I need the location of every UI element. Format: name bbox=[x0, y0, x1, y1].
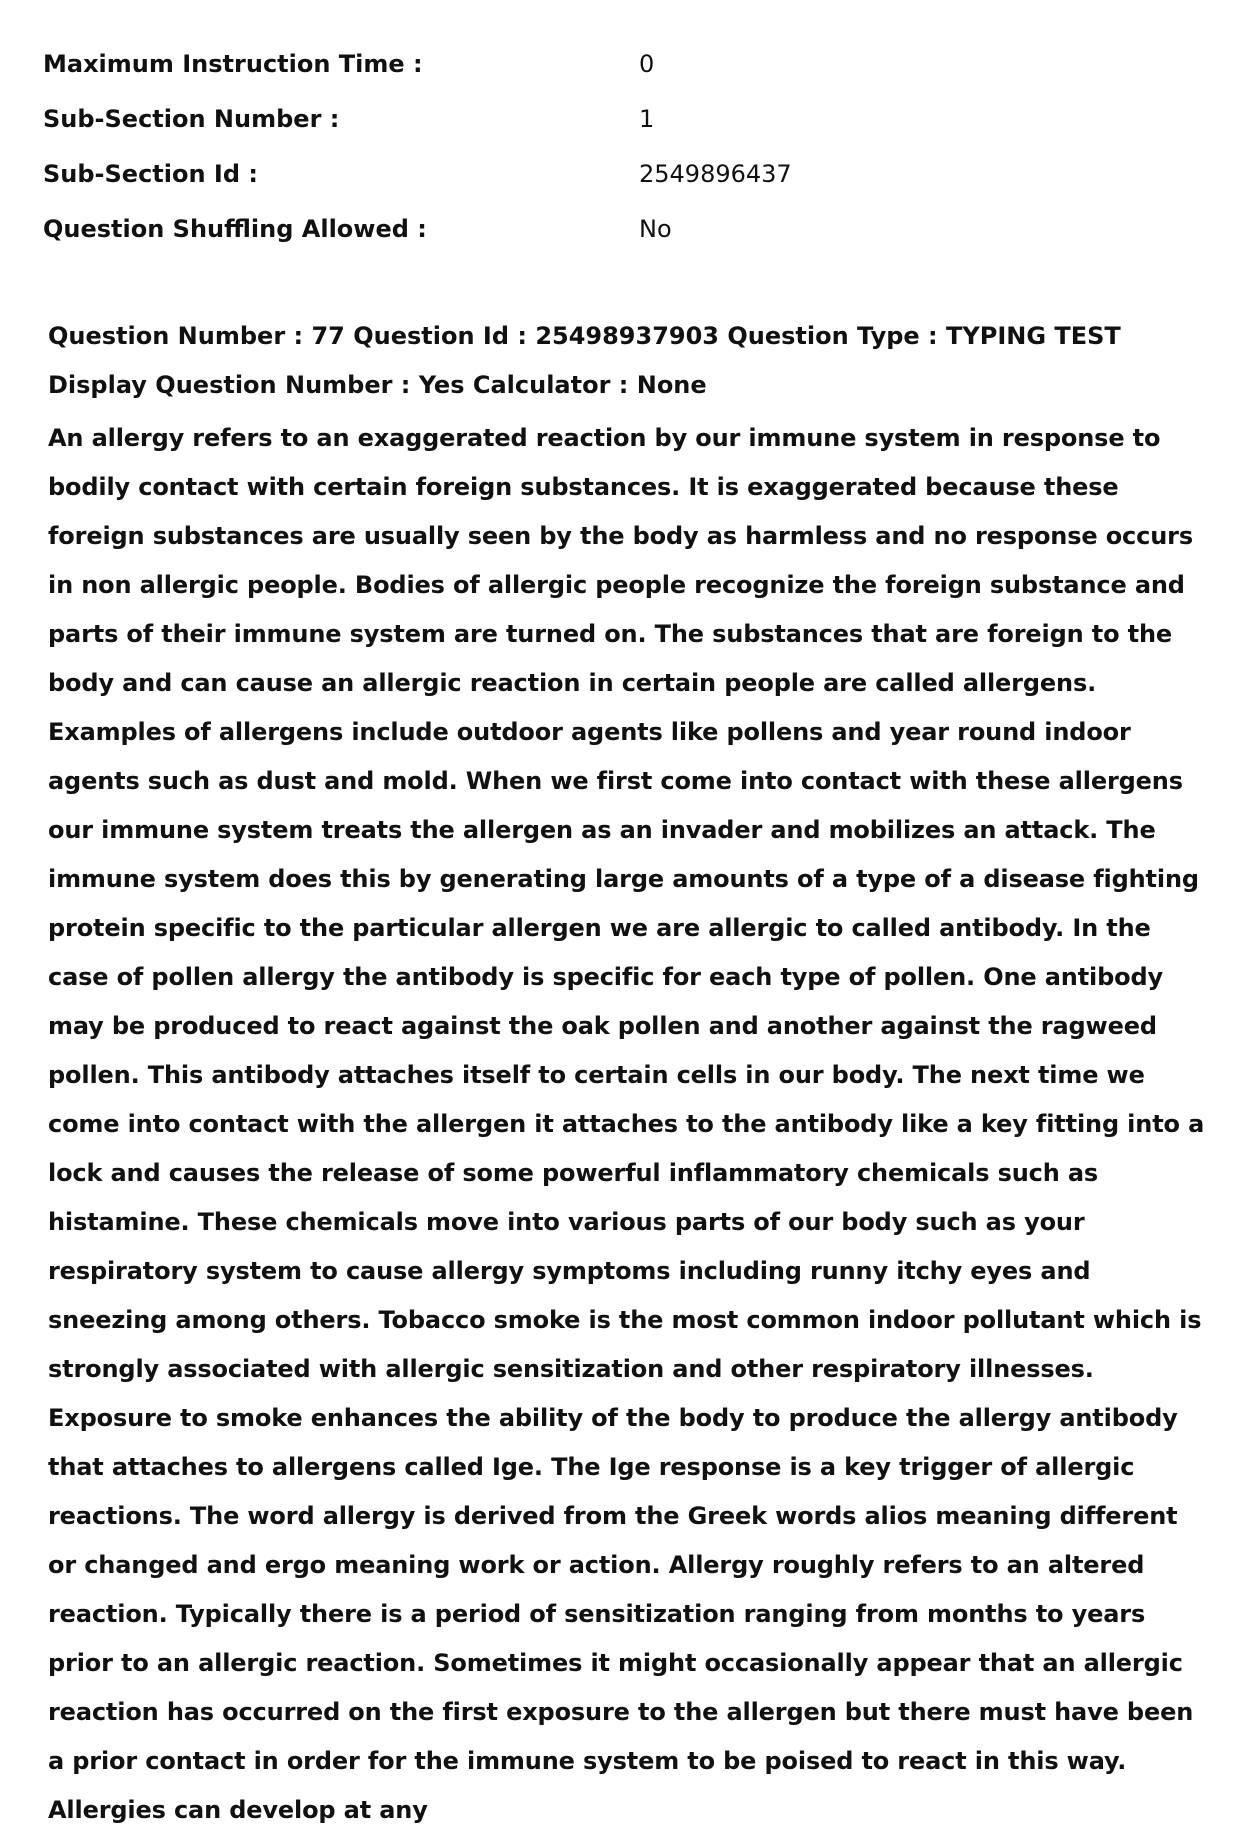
meta-row-sub-section-number bbox=[43, 91, 1193, 146]
meta-row-sub-section-id bbox=[43, 146, 1193, 201]
meta-value: 0 bbox=[639, 49, 655, 78]
meta-label: Maximum Instruction Time : bbox=[43, 49, 423, 78]
meta-value: 1 bbox=[639, 104, 655, 133]
question-header: Question Number : 77 Question Id : 25498937903 Question Type : TYPING TEST Display Question Number : Yes Calculator : None bbox=[48, 322, 1121, 399]
meta-label: Sub-Section Id : bbox=[43, 159, 258, 188]
meta-label: Sub-Section Number : bbox=[43, 104, 340, 133]
question-block bbox=[48, 312, 1208, 1835]
meta-value: 2549896437 bbox=[639, 159, 792, 188]
typing-passage: An allergy refers to an exaggerated reaction by our immune system in response to bodily contact with certain foreign substances. It is exaggerated because these foreign substances are usually seen by the body as harmless and no response occurs in non allergic people. Bodies of allergic people recognize the foreign substance and parts of their immune system are turned on. The substances that are foreign to the body and can cause an allergic reaction in certain people are called allergens. Examples of allergens include outdoor agents like pollens and year round indoor agents such as dust and mold. When we first come into contact with these allergens our immune system treats the allergen as an invader and mobilizes an attack. The immune system does this by generating large amounts of a type of a disease fighting protein specific to the particular allergen we are allergic to called antibody. In the case of pollen allergy the antibody is specific for each type of pollen. One antibody may be produced to react against the oak pollen and another against the ragweed pollen. This antibody attaches itself to certain cells in our body. The next time we come into contact with the allergen it attaches to the antibody like a key fitting into a lock and causes the release of some powerful inflammatory chemicals such as histamine. These chemicals move into various parts of our body such as your respiratory system to cause allergy symptoms including runny itchy eyes and sneezing among others. Tobacco smoke is the most common indoor pollutant which is strongly associated with allergic sensitization and other respiratory illnesses. Exposure to smoke enhances the ability of the body to produce the allergy antibody that attaches to allergens called Ige. The Ige response is a key trigger of allergic reactions. The word allergy is derived from the Greek words alios meaning different or changed and ergo meaning work or action. Allergy roughly refers to an altered reaction. Typically there is a period of sensitization ranging from months to years prior to an allergic reaction. Sometimes it might occasionally appear that an allergic reaction has occurred on the first exposure to the allergen but there must have been a prior contact in order for the immune system to be poised to react in this way. Allergies can develop at any bbox=[48, 424, 1205, 1824]
meta-row-question-shuffling bbox=[43, 201, 1193, 256]
meta-row-max-instruction-time bbox=[43, 36, 1193, 91]
section-meta-table bbox=[43, 36, 1193, 256]
meta-label: Question Shuffling Allowed : bbox=[43, 214, 427, 243]
meta-value: No bbox=[639, 214, 672, 243]
